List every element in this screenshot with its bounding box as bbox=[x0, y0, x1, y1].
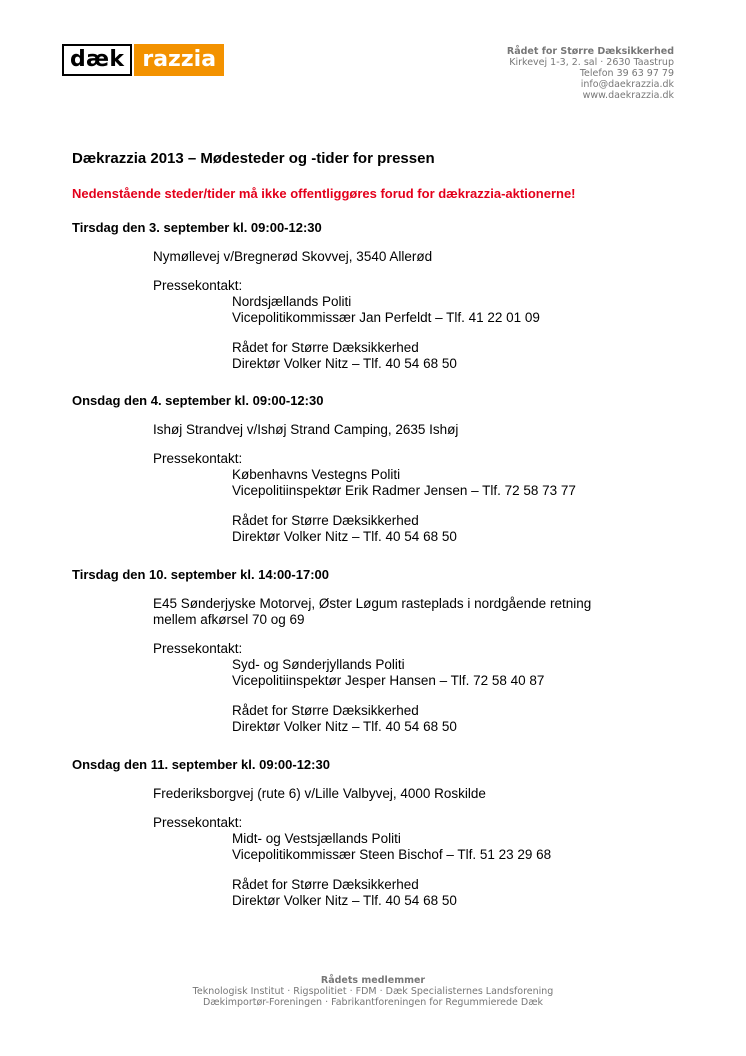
contact-person: Vicepolitiinspektør Erik Radmer Jensen – Tlf. 72 58 73 77 bbox=[232, 483, 576, 498]
section-location bbox=[153, 249, 692, 265]
contact-org: Rådet for Større Dæksikkerhed bbox=[232, 877, 419, 892]
letterhead-email: info@daekrazzia.dk bbox=[580, 79, 674, 90]
contact-block bbox=[232, 657, 692, 689]
section-day: Onsdag den 4. september kl. 09:00-12:30 bbox=[72, 393, 324, 408]
press-contact-label: Pressekontakt: bbox=[153, 815, 243, 830]
letterhead bbox=[507, 46, 674, 101]
schedule-section bbox=[72, 567, 692, 735]
section-day: Onsdag den 11. september kl. 09:00-12:30 bbox=[72, 757, 330, 772]
section-day: Tirsdag den 10. september kl. 14:00-17:00 bbox=[72, 567, 329, 582]
contact-org: Rådet for Større Dæksikkerhed bbox=[232, 513, 419, 528]
contact-org: Københavns Vestegns Politi bbox=[232, 467, 401, 482]
logo-text-left: dæk bbox=[62, 44, 132, 76]
contact-org: Syd- og Sønderjyllands Politi bbox=[232, 657, 405, 672]
contact-person: Vicepolitiinspektør Jesper Hansen – Tlf. 72 58 40 87 bbox=[232, 673, 545, 688]
schedule-section bbox=[72, 220, 692, 372]
contact-block bbox=[232, 340, 692, 372]
contact-block bbox=[232, 831, 692, 863]
contact-person: Direktør Volker Nitz – Tlf. 40 54 68 50 bbox=[232, 893, 457, 908]
footer-title: Rådets medlemmer bbox=[320, 975, 426, 986]
location-line: Ishøj Strandvej v/Ishøj Strand Camping, 2635 Ishøj bbox=[153, 422, 459, 437]
footer bbox=[0, 975, 746, 1008]
contact-block bbox=[232, 877, 692, 909]
section-location bbox=[153, 596, 692, 628]
contact-org: Rådet for Større Dæksikkerhed bbox=[232, 340, 419, 355]
section-location bbox=[153, 786, 692, 802]
footer-line: Teknologisk Institut · Rigspolitiet · FDM · Dæk Specialisternes Landsforening bbox=[192, 986, 554, 997]
letterhead-web: www.daekrazzia.dk bbox=[582, 90, 674, 101]
letterhead-org: Rådet for Større Dæksikkerhed bbox=[506, 46, 674, 57]
contact-block bbox=[232, 513, 692, 545]
location-line: mellem afkørsel 70 og 69 bbox=[153, 612, 305, 627]
location-line: Nymøllevej v/Bregnerød Skovvej, 3540 Allerød bbox=[153, 249, 433, 264]
logo bbox=[62, 44, 224, 76]
press-contact-label: Pressekontakt: bbox=[153, 641, 243, 656]
contact-org: Rådet for Større Dæksikkerhed bbox=[232, 703, 419, 718]
schedule-section bbox=[72, 757, 692, 909]
contact-block bbox=[232, 467, 692, 499]
contact-org: Midt- og Vestsjællands Politi bbox=[232, 831, 401, 846]
letterhead-address: Kirkevej 1-3, 2. sal · 2630 Taastrup bbox=[509, 57, 674, 68]
footer-line: Dækimportør-Foreningen · Fabrikantforeningen for Regummierede Dæk bbox=[202, 997, 544, 1008]
section-location bbox=[153, 422, 692, 438]
contact-block bbox=[232, 703, 692, 735]
contact-person: Direktør Volker Nitz – Tlf. 40 54 68 50 bbox=[232, 529, 457, 544]
schedule-section bbox=[72, 393, 692, 545]
warning-text: Nedenstående steder/tider må ikke offentliggøres forud for dækrazzia-aktionerne! bbox=[72, 186, 576, 201]
location-line: E45 Sønderjyske Motorvej, Øster Løgum rasteplads i nordgående retning bbox=[153, 596, 592, 611]
press-contact-label: Pressekontakt: bbox=[153, 451, 243, 466]
document-title: Dækrazzia 2013 – Mødesteder og -tider for pressen bbox=[72, 150, 435, 167]
contact-person: Vicepolitikommissær Steen Bischof – Tlf. 51 23 29 68 bbox=[232, 847, 552, 862]
section-day: Tirsdag den 3. september kl. 09:00-12:30 bbox=[72, 220, 322, 235]
press-contact-label: Pressekontakt: bbox=[153, 278, 243, 293]
logo-text-right: razzia bbox=[134, 44, 224, 76]
contact-org: Nordsjællands Politi bbox=[232, 294, 352, 309]
location-line: Frederiksborgvej (rute 6) v/Lille Valbyvej, 4000 Roskilde bbox=[153, 786, 486, 801]
letterhead-phone: Telefon 39 63 97 79 bbox=[579, 68, 674, 79]
contact-person: Direktør Volker Nitz – Tlf. 40 54 68 50 bbox=[232, 719, 457, 734]
contact-block bbox=[232, 294, 692, 326]
contact-person: Vicepolitikommissær Jan Perfeldt – Tlf. 41 22 01 09 bbox=[232, 310, 540, 325]
contact-person: Direktør Volker Nitz – Tlf. 40 54 68 50 bbox=[232, 356, 457, 371]
